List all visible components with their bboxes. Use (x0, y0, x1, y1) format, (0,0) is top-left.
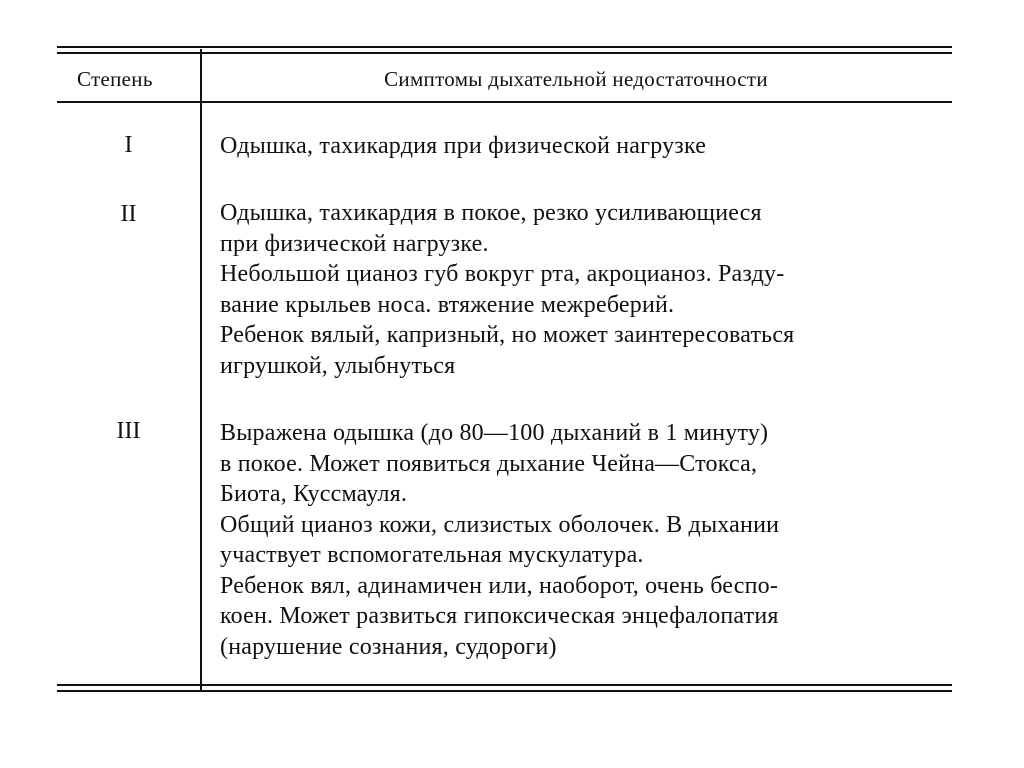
column-divider (200, 49, 202, 691)
symptom-line: Общий цианоз кожи, слизистых оболочек. В дыхании (220, 511, 780, 538)
table-top-rule-inner (57, 52, 952, 54)
symptom-line: при физической нагрузке. (220, 230, 489, 257)
symptom-line: игрушкой, улыбнуться (220, 352, 456, 379)
table-bottom-rule-inner (57, 684, 952, 686)
symptom-line: Выражена одышка (до 80—100 дыханий в 1 минуту) (220, 420, 769, 446)
symptom-line: Ребенок вялый, капризный, но может заинтересоваться (220, 322, 795, 348)
row-symptoms-2 (220, 198, 946, 381)
symptom-line: Одышка, тахикардия при физической нагрузке (220, 133, 707, 159)
row-symptoms-1 (220, 131, 946, 162)
symptom-line: вание крыльев носа. втяжение межреберий. (220, 291, 675, 318)
table-bottom-rule-outer (57, 690, 952, 692)
symptom-line: коен. Может развиться гипоксическая энцефалопатия (220, 603, 779, 629)
table-top-rule-outer (57, 46, 952, 48)
symptom-line: Одышка, тахикардия в покое, резко усиливающиеся (220, 200, 762, 226)
symptom-line: Небольшой цианоз губ вокруг рта, акроцианоз. Разду- (220, 261, 785, 287)
symptom-line: Биота, Куссмауля. (220, 481, 408, 507)
header-symptoms: Симптомы дыхательной недостаточности (384, 67, 768, 91)
symptom-line: (нарушение сознания, судороги) (220, 633, 557, 660)
symptom-line: в покое. Может появиться дыхание Чейна—Стокса, (220, 450, 758, 477)
row-degree-2: II (120, 201, 137, 227)
row-degree-1: I (124, 132, 133, 158)
row-symptoms-3 (220, 418, 946, 662)
row-degree-3: III (116, 418, 141, 444)
header-bottom-rule (57, 101, 952, 103)
header-degree: Степень (77, 67, 153, 91)
symptom-line: участвует вспомогательная мускулатура. (220, 542, 644, 568)
symptom-line: Ребенок вял, адинамичен или, наоборот, очень беспо- (220, 572, 779, 599)
